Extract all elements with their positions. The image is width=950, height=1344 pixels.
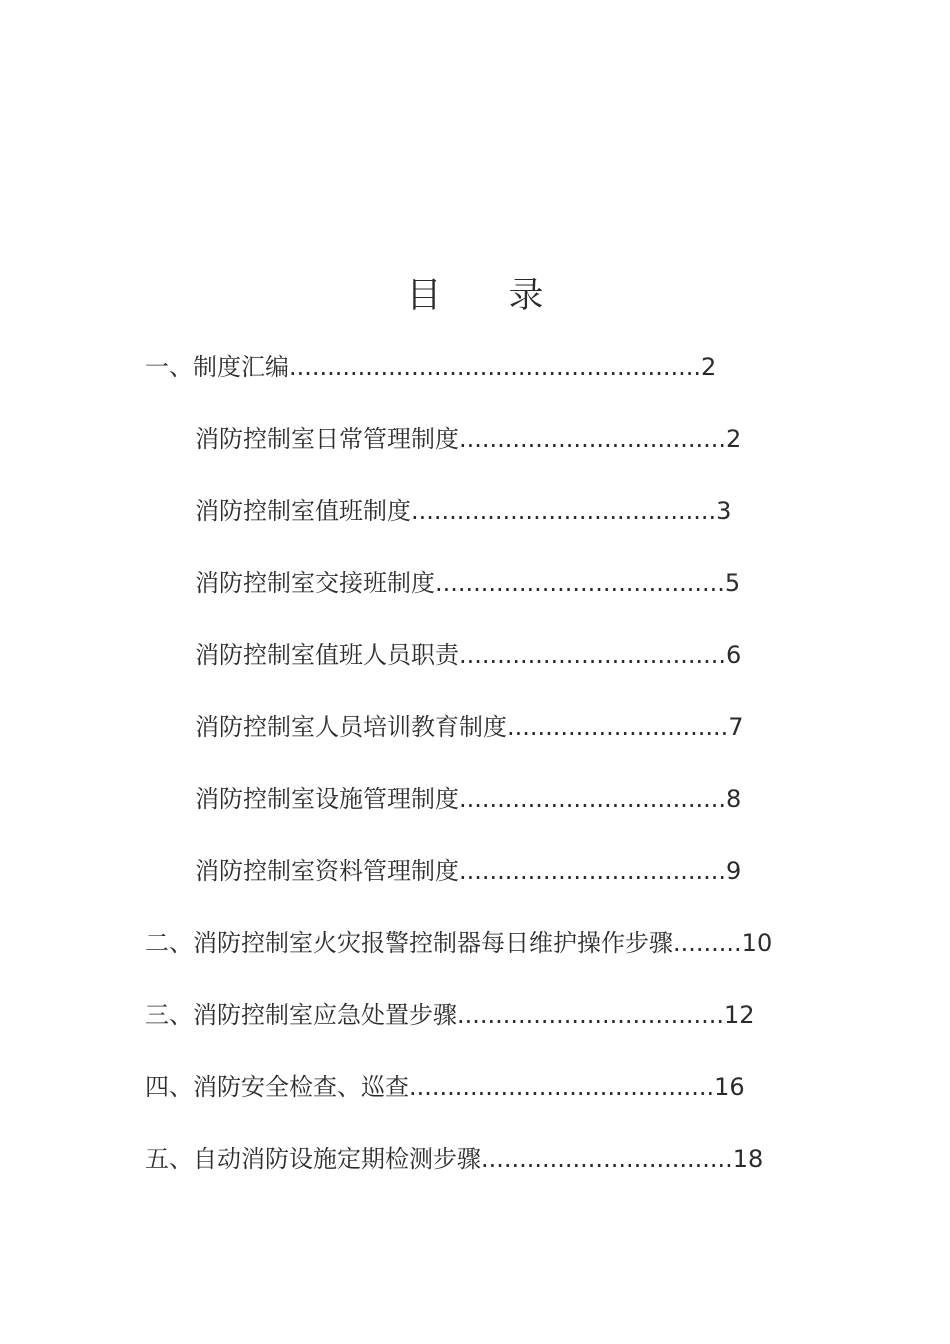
toc-entry-text: 消防控制室设施管理制度: [195, 785, 459, 813]
toc-entry-leader: .........: [673, 929, 742, 957]
toc-entry-page: 2: [700, 353, 717, 381]
toc-entry-leader: ........................................: [411, 497, 717, 525]
toc-entry[interactable]: [195, 495, 731, 527]
toc-entry-leader: ......................................................: [289, 353, 701, 381]
toc-entry-page: 10: [741, 929, 773, 957]
toc-entry-leader: ...................................: [457, 1001, 725, 1029]
toc-entry-text: 消防控制室交接班制度: [195, 569, 435, 597]
toc-title: 目 录: [406, 276, 572, 316]
toc-entry-text: 消防控制室人员培训教育制度: [195, 713, 507, 741]
toc-entry-text: 四、消防安全检查、巡查: [145, 1073, 409, 1101]
toc-entry-leader: ...................................: [459, 857, 727, 885]
toc-entry-leader: ...................................: [459, 785, 727, 813]
toc-entry[interactable]: [195, 567, 740, 599]
toc-entry[interactable]: [145, 1143, 763, 1175]
toc-entry[interactable]: [145, 999, 755, 1031]
toc-entry-page: 18: [732, 1145, 764, 1173]
toc-entry[interactable]: [195, 855, 741, 887]
toc-entry-page: 9: [726, 857, 742, 885]
toc-entry-page: 3: [716, 497, 732, 525]
toc-entry[interactable]: [195, 711, 744, 743]
toc-entry-page: 12: [724, 1001, 755, 1029]
toc-entry-leader: .................................: [481, 1145, 733, 1173]
toc-entry-page: 16: [714, 1073, 745, 1101]
toc-entry[interactable]: [145, 351, 716, 383]
toc-entry[interactable]: [195, 639, 741, 671]
toc-entry-text: 一、制度汇编: [145, 353, 289, 381]
toc-entry-text: 消防控制室值班人员职责: [195, 641, 459, 669]
toc-entry[interactable]: [145, 1071, 745, 1103]
toc-entry-leader: ......................................: [435, 569, 725, 597]
toc-entry-page: 2: [726, 425, 742, 453]
toc-entry-text: 二、消防控制室火灾报警控制器每日维护操作步骤: [145, 929, 673, 957]
toc-entry-leader: ...................................: [459, 641, 727, 669]
toc-entry[interactable]: [145, 927, 772, 959]
toc-entry-leader: .............................: [507, 713, 729, 741]
toc-entry-page: 7: [728, 713, 744, 741]
toc-entry-page: 6: [726, 641, 742, 669]
toc-entry[interactable]: [195, 783, 741, 815]
toc-entry[interactable]: [195, 423, 741, 455]
toc-entry-text: 五、自动消防设施定期检测步骤: [145, 1145, 481, 1173]
toc-entry-page: 8: [726, 785, 742, 813]
toc-entry-text: 消防控制室日常管理制度: [195, 425, 459, 453]
toc-entry-leader: ........................................: [409, 1073, 715, 1101]
toc-entry-text: 三、消防控制室应急处置步骤: [145, 1001, 457, 1029]
toc-entry-leader: ...................................: [459, 425, 727, 453]
toc-entry-text: 消防控制室值班制度: [195, 497, 411, 525]
toc-entry-text: 消防控制室资料管理制度: [195, 857, 459, 885]
toc-entry-page: 5: [724, 569, 741, 597]
